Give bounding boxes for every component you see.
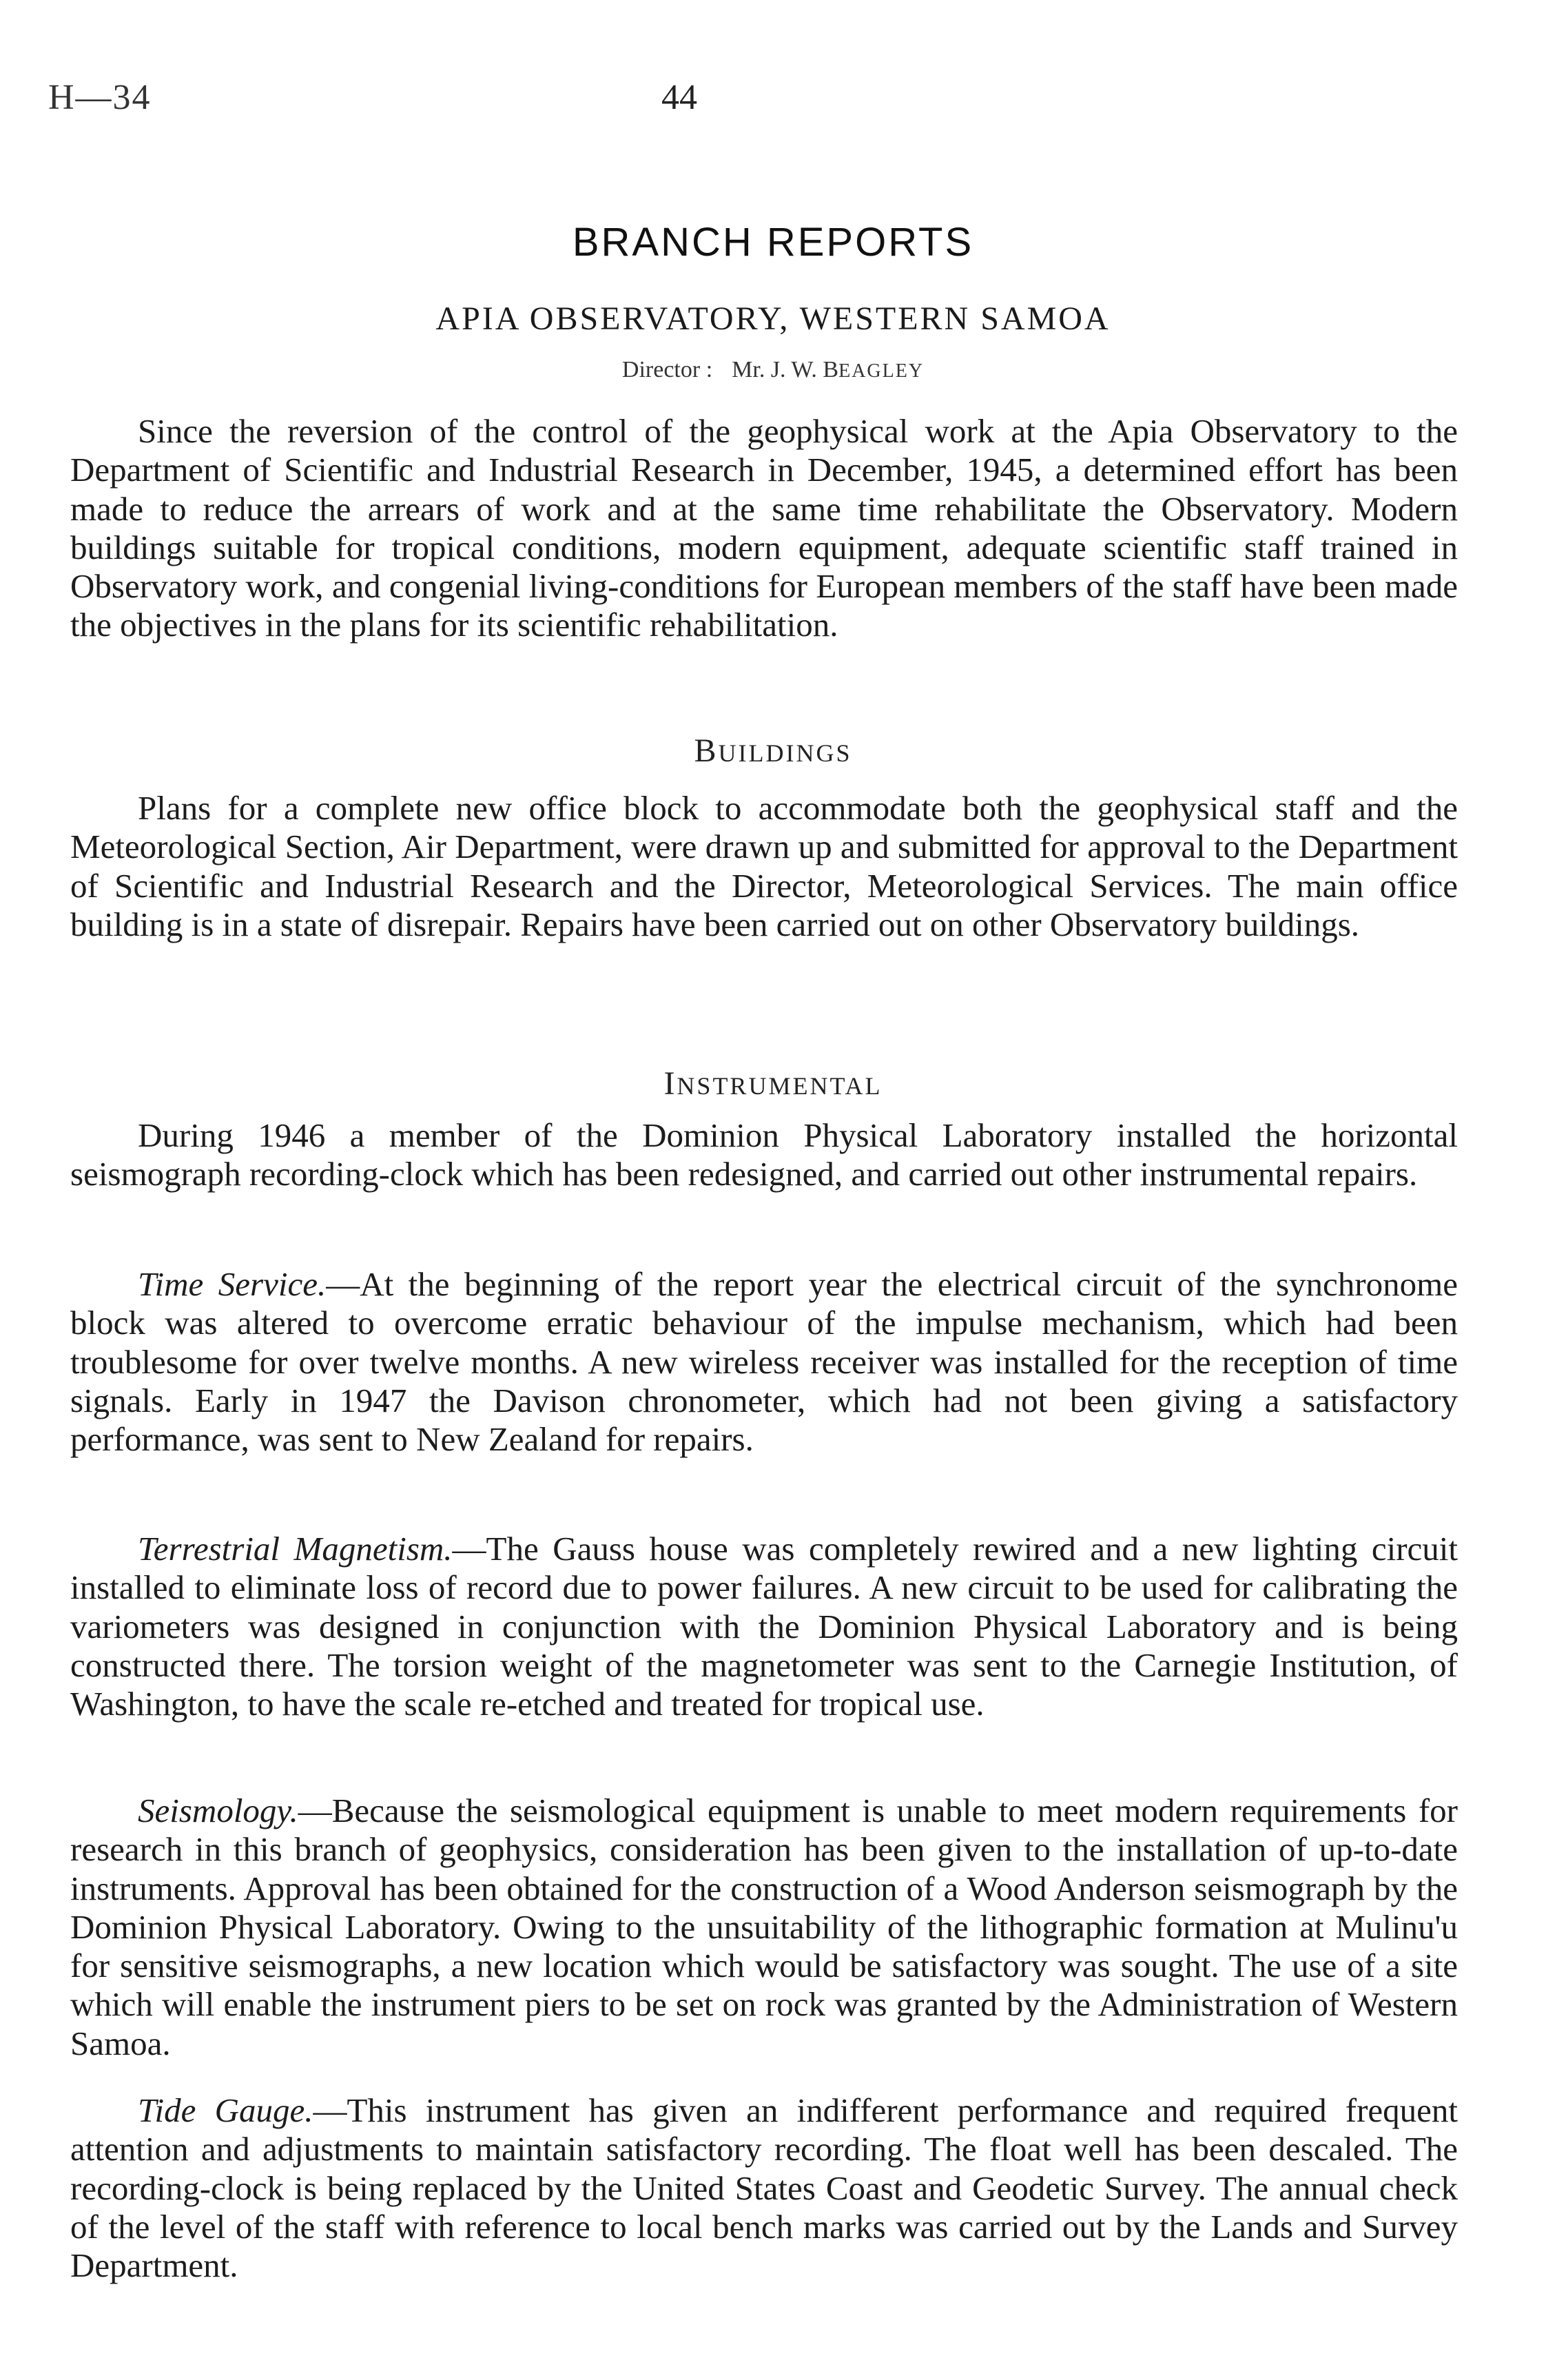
director-initials: Mr. J. W. <box>732 357 817 382</box>
intro-section <box>70 412 1458 645</box>
instrumental-intro-paragraph: During 1946 a member of the Dominion Physical Laboratory installed the horizontal seismograph recording-clock which has been redesigned, and carried out other instrumental repairs. <box>70 1116 1458 1193</box>
instrumental-heading <box>0 1065 1546 1102</box>
instrumental-intro-section <box>70 1116 1458 1194</box>
tide-gauge-section <box>70 2091 1458 2285</box>
seismology-text: —Because the seismological equipment is unable to meet modern requirements for research in this branch of geophysics, consideration has been given to the installation of up-to-date instruments. Approval has been obtained for the construction of a Wood Anderson seismograph by the Dominion Physical Laboratory. Owing to the unsuitability of the lithographic formation at Mulinu'u for sensitive seismographs, a new location which would be satisfactory was sought. The use of a site which will enable the instrument piers to be set on rock was granted by the Administration of Western Samoa. <box>70 1792 1458 2062</box>
buildings-heading-rest: UILDINGS <box>718 739 852 767</box>
buildings-section <box>70 789 1458 944</box>
magnetism-paragraph <box>70 1530 1458 1723</box>
tide-gauge-paragraph <box>70 2091 1458 2285</box>
seismology-section <box>70 1792 1458 2063</box>
magnetism-label: Terrestrial Magnetism. <box>138 1530 453 1568</box>
buildings-paragraph: Plans for a complete new office block to accommodate both the geophysical staff and the Meteorological Section, Air Department, were drawn up and submitted for approval to the Department of Scientific and Industrial Research and the Director, Meteorological Services. The main office building is in a state of disrepair. Repairs have been carried out on other Observatory buildings. <box>70 789 1458 943</box>
seismology-paragraph <box>70 1792 1458 2063</box>
magnetism-section <box>70 1530 1458 1723</box>
director-surname-initial: B <box>823 357 839 382</box>
page-title: BRANCH REPORTS <box>572 220 974 265</box>
instrumental-heading-rest: NSTRUMENTAL <box>677 1072 883 1100</box>
director-label: Director : <box>621 357 713 382</box>
page-number: 44 <box>661 78 697 117</box>
director-line <box>0 357 1546 383</box>
section-title: APIA OBSERVATORY, WESTERN SAMOA <box>435 300 1111 337</box>
buildings-heading-initial: B <box>694 732 719 769</box>
time-service-label: Time Service. <box>138 1265 327 1303</box>
intro-paragraph: Since the reversion of the control of the geophysical work at the Apia Observatory to the Department of Scientific and Industrial Research in December, 1945, a determined effort has been made to reduce the arrears of work and at the same time rehabilitate the Observatory. Modern buildings suitable for tropical conditions, modern equipment, adequate scientific staff trained in Observatory work, and congenial living-conditions for European members of the staff have been made the objectives in the plans for its scientific rehabilitation. <box>70 412 1458 644</box>
seismology-label: Seismology. <box>138 1792 298 1829</box>
tide-gauge-text: —This instrument has given an indifferent performance and required frequent attention and adjustments to maintain satisfactory recording. The float well has been descaled. The recording-clock is being replaced by the United States Coast and Geodetic Survey. The annual check of the level of the staff with reference to local bench marks was carried out by the Lands and Survey Department. <box>70 2091 1458 2285</box>
buildings-heading <box>0 732 1546 770</box>
tide-gauge-label: Tide Gauge. <box>138 2091 313 2129</box>
time-service-paragraph <box>70 1265 1458 1459</box>
director-surname-rest: EAGLEY <box>838 360 925 382</box>
instrumental-heading-initial: I <box>663 1065 677 1102</box>
document-reference: H—34 <box>48 78 152 117</box>
magnetism-text: —The Gauss house was completely rewired and a new lighting circuit installed to eliminate loss of record due to power failures. A new circuit to be used for calibrating the variometers was designed in conjunction with the Dominion Physical Laboratory and is being constructed there. The torsion weight of the magnetometer was sent to the Carnegie Institution, of Washington, to have the scale re-etched and treated for tropical use. <box>70 1530 1458 1723</box>
time-service-text: —At the beginning of the report year the electrical circuit of the synchronome block was altered to overcome erratic behaviour of the impulse mechanism, which had been troublesome for over twelve months. A new wireless receiver was installed for the reception of time signals. Early in 1947 the Davison chronometer, which had not been giving a satisfactory performance, was sent to New Zealand for repairs. <box>70 1265 1458 1459</box>
time-service-section <box>70 1265 1458 1459</box>
director-name <box>732 357 924 382</box>
